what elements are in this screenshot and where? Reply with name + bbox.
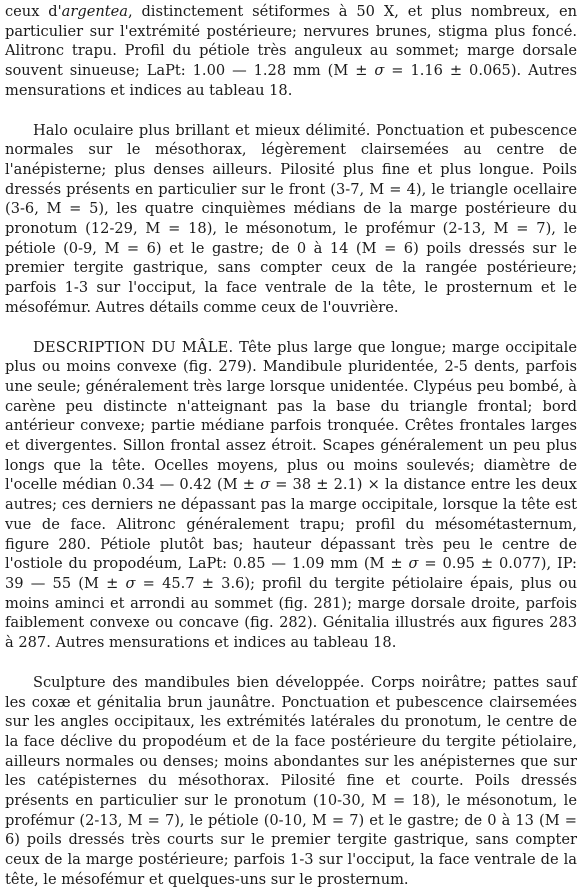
italic-term: σ (125, 574, 136, 592)
paragraph-male-sculpture-pilosity (5, 673, 577, 890)
section-heading: DESCRIPTION DU MÂLE. (33, 338, 234, 356)
text-run: , distinctement sétiformes à 50 X, et plus nombreux, en particulier sur l'extrémité postérieure; nervures brunes, stigma plus foncé. Alitronc trapu. Profil du pétiole très anguleux au sommet; marge dorsale souvent sinueuse; LaPt: 1.00 — 1.28 mm (M ± (5, 3, 578, 80)
paragraph-male-description (5, 338, 577, 653)
italic-term: argentea (61, 3, 128, 20)
text-run: = 0.95 ± 0.077), IP: 39 — 55 (M ± (5, 555, 577, 592)
text-run: = 38 ± 2.1) × la distance entre les deux autres; ces derniers ne dépassant pas la marge occipitale, lorsque la tête est vue de face. Alitronc généralement trapu; profil du mésométasternum, figure 280. Pétiole plutôt bas; hauteur dépassant très peu le centre de l'ostiole du propodéum, LaPt: 0.85 — 1.09 mm (M ± (5, 476, 578, 573)
italic-term: σ (260, 476, 271, 494)
text-run: ceux d' (5, 3, 62, 20)
text-run: Tête plus large que longue; marge occipitale plus ou moins convexe (fig. 279). Mandibule pluridentée, 2-5 dents, parfois une seule; généralement très large lorsque unidentée. Clypéus peu bombé, à carène peu distincte n'atteignant pas la base du triangle frontal; bord antérieur convexe; partie médiane parfois tronquée. Crêtes frontales larges et divergentes. Sillon frontal assez étroit. Scapes généralement un peu plus longs que la tête. Ocelles moyens, plus ou moins soulevés; diamètre de l'ocelle médian 0.34 — 0.42 (M ± (5, 338, 577, 494)
text-run: = 1.16 ± 0.065). Autres mensurations et indices au tableau 18. (5, 62, 577, 99)
text-run: Sculpture des mandibules bien développée. Corps noirâtre; pattes sauf les coxæ et génitalia brun jaunâtre. Ponctuation et pubescence clairsemées sur les angles occipitaux, les extrémités latérales du pronotum, le centre de la face déclive du propodéum et de la face postérieure du tergite pétiolaire, ailleurs normales ou denses; moins abondantes sur les anépisternes que sur les catépisternes du mésothorax. Pilosité fine et courte. Poils dressés présents en particulier sur le pronotum (10-30, M = 18), le mésonotum, le profémur (2-13, M = 7), le pétiole (0-10, M = 7) et le gastre; de 0 à 13 (M = 6) poils dressés très courts sur le premier tergite gastrique, sans compter ceux de la marge postérieure; parfois 1-3 sur l'occiput, la face ventrale de la tête, le mésofémur et quelques-uns sur le prosternum. (5, 673, 577, 888)
italic-term: σ (408, 555, 419, 573)
text-run: Halo oculaire plus brillant et mieux délimité. Ponctuation et pubescence normales sur le mésothorax, légèrement clairsemées au centre de l'anépisterne; plus denses ailleurs. Pilosité plus fine et plus longue. Poils dressés présents en particulier sur le front (3-7, M = 4), le triangle ocellaire (3-6, M = 5), les quatre cinquièmes médians de la marge postérieure du pronotum (12-29, M = 18), le mésonotum, le profémur (2-13, M = 7), le pétiole (0-9, M = 6) et le gastre; de 0 à 14 (M = 6) poils dressés sur le premier tergite gastrique, sans compter ceux de la rangée postérieure; parfois 1-3 sur l'occiput, la face ventrale de la tête, le prosternum et le mésofémur. Autres détails comme ceux de l'ouvrière. (5, 121, 577, 316)
paragraph-queen-sculpture-pilosity (5, 121, 577, 318)
paragraph-worker-wing-petiole (5, 2, 577, 101)
text-run: = 45.7 ± 3.6); profil du tergite pétiolaire épais, plus ou moins aminci et arrondi au sommet (fig. 281); marge dorsale droite, parfois faiblement convexe ou concave (fig. 282). Génitalia illustrés aux figures 283 à 287. Autres mensurations et indices au tableau 18. (5, 574, 577, 652)
italic-term: σ (374, 62, 385, 80)
